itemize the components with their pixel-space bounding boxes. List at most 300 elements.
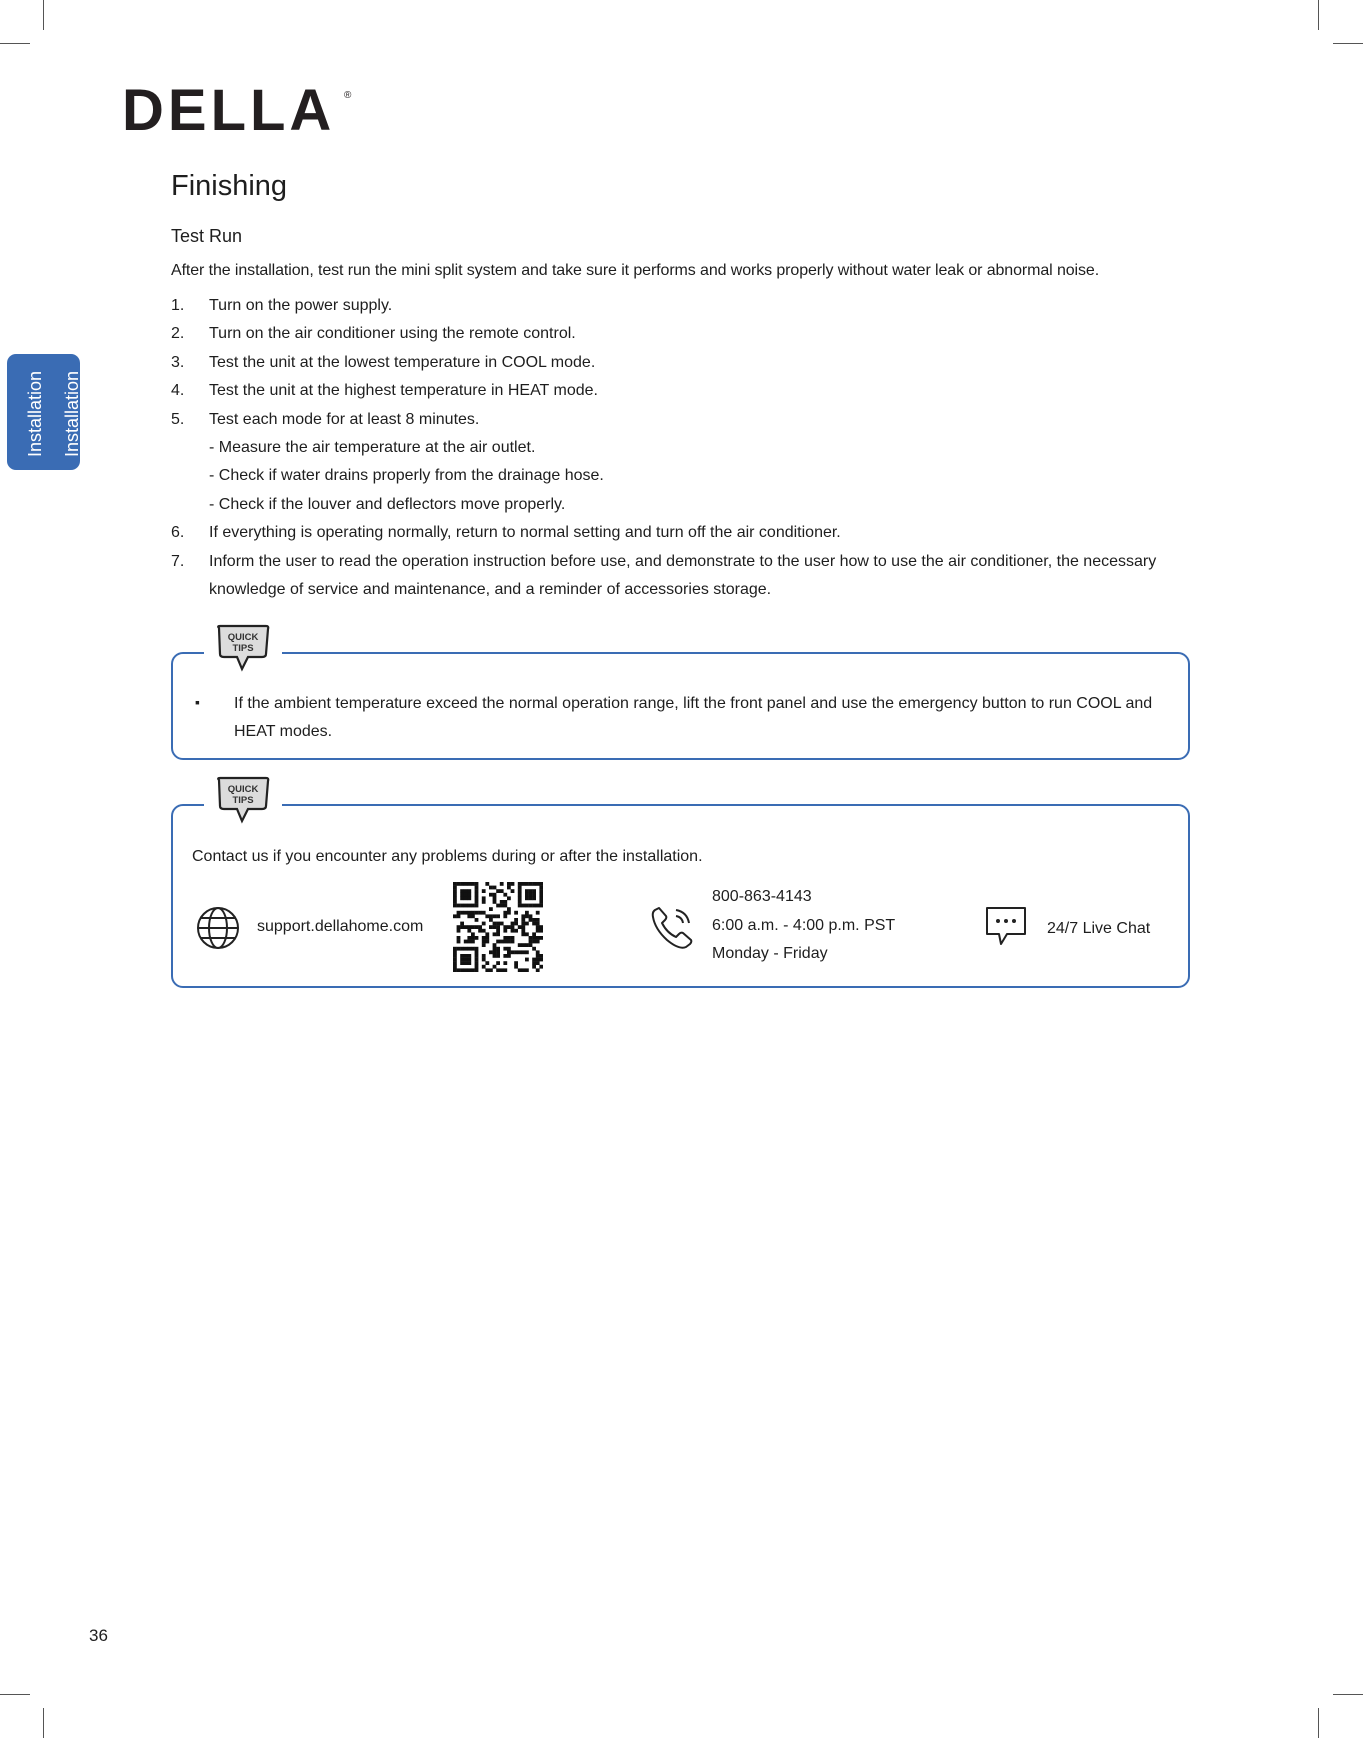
qr-module bbox=[500, 900, 504, 904]
qr-module bbox=[475, 886, 479, 890]
qr-module bbox=[507, 936, 511, 940]
qr-module bbox=[475, 961, 479, 965]
qr-module bbox=[460, 925, 464, 929]
qr-module bbox=[460, 896, 464, 900]
qr-module bbox=[471, 968, 475, 972]
qr-module bbox=[457, 936, 461, 940]
step-number: 1. bbox=[171, 297, 185, 314]
qr-module bbox=[493, 950, 497, 954]
qr-module bbox=[521, 918, 525, 922]
qr-module bbox=[496, 947, 500, 951]
qr-module bbox=[475, 965, 479, 969]
qr-module bbox=[489, 918, 493, 922]
step-text: Turn on the air conditioner using the remote control. bbox=[209, 325, 576, 343]
qr-module bbox=[482, 922, 486, 926]
qr-module bbox=[514, 918, 518, 922]
list-item bbox=[171, 548, 1171, 576]
qr-module bbox=[453, 889, 457, 893]
qr-module bbox=[471, 947, 475, 951]
badge-text: TIPS bbox=[232, 795, 254, 806]
qr-module bbox=[471, 932, 475, 936]
qr-module bbox=[525, 932, 529, 936]
qr-module bbox=[507, 954, 511, 958]
qr-module bbox=[453, 896, 457, 900]
qr-module bbox=[536, 929, 540, 933]
qr-module bbox=[539, 958, 543, 962]
side-tab-label: Installation bbox=[62, 370, 82, 457]
steps-list bbox=[171, 292, 1171, 604]
qr-module bbox=[457, 940, 461, 944]
qr-module bbox=[525, 882, 529, 886]
qr-module bbox=[539, 925, 543, 929]
qr-module bbox=[525, 889, 529, 893]
qr-module bbox=[464, 947, 468, 951]
qr-module bbox=[496, 968, 500, 972]
qr-module bbox=[507, 940, 511, 944]
qr-module bbox=[503, 936, 507, 940]
globe-icon bbox=[196, 906, 240, 955]
list-subitem bbox=[171, 462, 1171, 490]
qr-module bbox=[457, 882, 461, 886]
qr-module bbox=[475, 954, 479, 958]
qr-module bbox=[475, 925, 479, 929]
qr-module bbox=[511, 922, 515, 926]
crop-mark bbox=[1318, 1708, 1319, 1738]
qr-module bbox=[485, 940, 489, 944]
step-number: 2. bbox=[171, 325, 185, 343]
qr-module bbox=[518, 889, 522, 893]
qr-module bbox=[457, 911, 461, 915]
qr-module bbox=[471, 904, 475, 908]
qr-module bbox=[453, 958, 457, 962]
qr-module bbox=[514, 929, 518, 933]
qr-module bbox=[532, 882, 536, 886]
qr-module bbox=[532, 893, 536, 897]
qr-module bbox=[518, 900, 522, 904]
qr-module bbox=[460, 958, 464, 962]
qr-module bbox=[496, 929, 500, 933]
qr-module bbox=[507, 925, 511, 929]
qr-module bbox=[536, 918, 540, 922]
qr-module bbox=[532, 904, 536, 908]
qr-module bbox=[489, 925, 493, 929]
qr-module bbox=[529, 896, 533, 900]
qr-module bbox=[460, 893, 464, 897]
qr-module bbox=[521, 929, 525, 933]
crop-mark bbox=[0, 43, 30, 44]
step-text: If everything is operating normally, return to normal setting and turn off the air conditioner. bbox=[209, 524, 841, 542]
quick-tips-icon bbox=[204, 624, 282, 679]
step-text: Inform the user to read the operation instruction before use, and demonstrate to the user how to use the air conditioner, the necessary bbox=[209, 552, 1157, 570]
qr-module bbox=[453, 904, 457, 908]
qr-module bbox=[518, 896, 522, 900]
qr-module bbox=[493, 965, 497, 969]
qr-module bbox=[475, 968, 479, 972]
qr-module bbox=[493, 900, 497, 904]
qr-module bbox=[532, 958, 536, 962]
qr-module bbox=[482, 965, 486, 969]
qr-module bbox=[475, 950, 479, 954]
qr-module bbox=[464, 896, 468, 900]
qr-module bbox=[482, 936, 486, 940]
list-item bbox=[171, 349, 1171, 377]
qr-module bbox=[503, 904, 507, 908]
qr-module bbox=[525, 958, 529, 962]
qr-module bbox=[532, 965, 536, 969]
qr-module bbox=[496, 961, 500, 965]
qr-module bbox=[521, 914, 525, 918]
qr-module bbox=[493, 943, 497, 947]
qr-module bbox=[493, 925, 497, 929]
qr-module bbox=[521, 943, 525, 947]
qr-code-graphic bbox=[453, 882, 543, 972]
qr-module bbox=[529, 889, 533, 893]
qr-module bbox=[457, 929, 461, 933]
qr-module bbox=[536, 922, 540, 926]
quick-tips-box bbox=[171, 632, 1190, 760]
qr-module bbox=[539, 889, 543, 893]
qr-module bbox=[532, 940, 536, 944]
qr-module bbox=[539, 904, 543, 908]
qr-module bbox=[467, 968, 471, 972]
qr-module bbox=[460, 911, 464, 915]
qr-module bbox=[521, 950, 525, 954]
qr-module bbox=[511, 889, 515, 893]
qr-module bbox=[453, 961, 457, 965]
list-item bbox=[171, 519, 1171, 547]
qr-module bbox=[525, 911, 529, 915]
qr-module bbox=[496, 914, 500, 918]
qr-module bbox=[511, 936, 515, 940]
qr-module bbox=[529, 943, 533, 947]
step-number: 3. bbox=[171, 353, 185, 371]
qr-module bbox=[460, 904, 464, 908]
qr-module bbox=[457, 968, 461, 972]
qr-module bbox=[536, 940, 540, 944]
qr-module bbox=[511, 929, 515, 933]
step-number: 4. bbox=[171, 382, 185, 400]
qr-module bbox=[539, 882, 543, 886]
qr-module bbox=[489, 886, 493, 890]
live-chat-link[interactable]: 24/7 Live Chat bbox=[1047, 920, 1151, 937]
qr-module bbox=[514, 950, 518, 954]
qr-module bbox=[467, 961, 471, 965]
qr-module bbox=[464, 925, 468, 929]
qr-module bbox=[511, 950, 515, 954]
qr-module bbox=[521, 882, 525, 886]
qr-module bbox=[460, 968, 464, 972]
badge-text: TIPS bbox=[232, 643, 254, 654]
qr-module bbox=[500, 882, 504, 886]
qr-module bbox=[507, 907, 511, 911]
qr-module bbox=[493, 893, 497, 897]
crop-mark bbox=[1333, 1694, 1363, 1695]
qr-module bbox=[514, 922, 518, 926]
qr-module bbox=[482, 940, 486, 944]
badge-text: QUICK bbox=[227, 632, 259, 643]
support-days: Monday - Friday bbox=[712, 945, 828, 962]
list-subitem bbox=[171, 434, 1171, 462]
qr-module bbox=[536, 958, 540, 962]
quick-tips-icon bbox=[204, 776, 282, 831]
qr-module bbox=[521, 925, 525, 929]
qr-module bbox=[539, 936, 543, 940]
qr-module bbox=[536, 911, 540, 915]
qr-module bbox=[514, 961, 518, 965]
qr-module bbox=[525, 914, 529, 918]
qr-module bbox=[489, 907, 493, 911]
subitem-text: - Check if water drains properly from the drainage hose. bbox=[209, 467, 604, 485]
qr-module bbox=[539, 929, 543, 933]
qr-module bbox=[453, 886, 457, 890]
qr-module bbox=[453, 947, 457, 951]
qr-module bbox=[521, 922, 525, 926]
qr-module bbox=[467, 958, 471, 962]
qr-module bbox=[457, 914, 461, 918]
qr-module bbox=[482, 900, 486, 904]
qr-module bbox=[482, 889, 486, 893]
qr-module bbox=[457, 925, 461, 929]
qr-module bbox=[464, 889, 468, 893]
qr-module bbox=[464, 968, 468, 972]
qr-module bbox=[507, 882, 511, 886]
qr-module bbox=[485, 936, 489, 940]
qr-module bbox=[503, 914, 507, 918]
qr-module bbox=[464, 893, 468, 897]
qr-module bbox=[475, 896, 479, 900]
qr-module bbox=[489, 968, 493, 972]
qr-module bbox=[503, 968, 507, 972]
crop-mark bbox=[1318, 0, 1319, 30]
qr-module bbox=[489, 950, 493, 954]
qr-module bbox=[532, 936, 536, 940]
qr-module bbox=[475, 911, 479, 915]
qr-module bbox=[464, 940, 468, 944]
logo-wordmark: DELLA bbox=[122, 84, 336, 134]
qr-module bbox=[475, 882, 479, 886]
chat-icon bbox=[983, 904, 1029, 953]
section-side-tab bbox=[7, 354, 80, 470]
qr-module bbox=[460, 882, 464, 886]
qr-module bbox=[503, 929, 507, 933]
qr-module bbox=[482, 954, 486, 958]
qr-module bbox=[536, 950, 540, 954]
qr-module bbox=[539, 965, 543, 969]
qr-module bbox=[529, 914, 533, 918]
qr-module bbox=[496, 932, 500, 936]
crop-mark bbox=[43, 0, 44, 30]
qr-module bbox=[453, 882, 457, 886]
qr-module bbox=[482, 911, 486, 915]
qr-module bbox=[529, 940, 533, 944]
qr-module bbox=[539, 900, 543, 904]
qr-module bbox=[503, 940, 507, 944]
qr-module bbox=[467, 929, 471, 933]
list-item bbox=[171, 406, 1171, 434]
page-title: Finishing bbox=[171, 170, 288, 202]
step-text: Turn on the power supply. bbox=[209, 297, 393, 314]
qr-module bbox=[482, 896, 486, 900]
qr-module bbox=[521, 932, 525, 936]
qr-module bbox=[460, 947, 464, 951]
crop-mark bbox=[1333, 43, 1363, 44]
qr-module bbox=[453, 965, 457, 969]
qr-module bbox=[453, 968, 457, 972]
step-text: Test the unit at the lowest temperature in COOL mode. bbox=[209, 353, 596, 371]
qr-module bbox=[467, 904, 471, 908]
qr-module bbox=[475, 958, 479, 962]
bullet-icon: ▪ bbox=[195, 694, 200, 710]
qr-module bbox=[503, 947, 507, 951]
qr-module bbox=[539, 893, 543, 897]
website-link[interactable]: support.dellahome.com bbox=[257, 918, 424, 935]
qr-module bbox=[453, 900, 457, 904]
step-number: 5. bbox=[171, 410, 185, 428]
subitem-text: - Check if the louver and deflectors move properly. bbox=[209, 495, 566, 513]
qr-module bbox=[503, 954, 507, 958]
qr-module bbox=[500, 889, 504, 893]
step-text: Test the unit at the highest temperature in HEAT mode. bbox=[209, 382, 598, 400]
qr-module bbox=[536, 882, 540, 886]
qr-module bbox=[467, 896, 471, 900]
qr-module bbox=[500, 922, 504, 926]
page-number: 36 bbox=[89, 1626, 108, 1645]
qr-module bbox=[464, 954, 468, 958]
qr-module bbox=[500, 968, 504, 972]
qr-module bbox=[467, 893, 471, 897]
list-subitem bbox=[171, 491, 1171, 519]
qr-module bbox=[457, 904, 461, 908]
qr-module bbox=[493, 922, 497, 926]
qr-module bbox=[478, 911, 482, 915]
qr-module bbox=[507, 947, 511, 951]
qr-module bbox=[532, 922, 536, 926]
qr-module bbox=[493, 947, 497, 951]
qr-module bbox=[532, 947, 536, 951]
qr-module bbox=[460, 922, 464, 926]
phone-number[interactable]: 800-863-4143 bbox=[712, 888, 812, 905]
qr-module bbox=[518, 882, 522, 886]
qr-module bbox=[514, 965, 518, 969]
qr-module bbox=[518, 886, 522, 890]
qr-module bbox=[489, 893, 493, 897]
qr-module bbox=[511, 882, 515, 886]
qr-module bbox=[525, 904, 529, 908]
qr-module bbox=[482, 943, 486, 947]
list-item-continuation bbox=[171, 576, 1171, 604]
subitem-text: - Measure the air temperature at the air outlet. bbox=[209, 438, 536, 456]
qr-module bbox=[467, 914, 471, 918]
step-text: Test each mode for at least 8 minutes. bbox=[209, 410, 480, 428]
qr-module bbox=[467, 954, 471, 958]
qr-module bbox=[503, 911, 507, 915]
qr-module bbox=[475, 918, 479, 922]
qr-module bbox=[471, 940, 475, 944]
qr-module bbox=[464, 882, 468, 886]
qr-module bbox=[471, 936, 475, 940]
qr-module bbox=[464, 961, 468, 965]
qr-module bbox=[525, 950, 529, 954]
qr-module bbox=[493, 954, 497, 958]
qr-module bbox=[485, 932, 489, 936]
qr-module bbox=[529, 904, 533, 908]
qr-module bbox=[471, 914, 475, 918]
qr-module bbox=[482, 929, 486, 933]
qr-module bbox=[529, 882, 533, 886]
qr-module bbox=[475, 947, 479, 951]
qr-module bbox=[482, 958, 486, 962]
qr-module bbox=[496, 950, 500, 954]
qr-module bbox=[467, 947, 471, 951]
qr-module bbox=[496, 925, 500, 929]
qr-code-icon bbox=[453, 882, 543, 977]
qr-module bbox=[503, 893, 507, 897]
qr-module bbox=[525, 922, 529, 926]
qr-module bbox=[475, 900, 479, 904]
qr-module bbox=[453, 914, 457, 918]
qr-module bbox=[536, 925, 540, 929]
della-logo bbox=[122, 84, 352, 139]
qr-module bbox=[507, 950, 511, 954]
qr-module bbox=[493, 886, 497, 890]
qr-module bbox=[536, 904, 540, 908]
qr-module bbox=[532, 889, 536, 893]
qr-module bbox=[453, 950, 457, 954]
qr-module bbox=[507, 886, 511, 890]
qr-module bbox=[467, 925, 471, 929]
registered-mark: ® bbox=[344, 90, 352, 101]
qr-module bbox=[521, 904, 525, 908]
qr-module bbox=[496, 922, 500, 926]
qr-module bbox=[467, 889, 471, 893]
qr-module bbox=[460, 961, 464, 965]
qr-module bbox=[518, 968, 522, 972]
qr-module bbox=[464, 911, 468, 915]
qr-module bbox=[467, 911, 471, 915]
qr-module bbox=[478, 929, 482, 933]
contact-box bbox=[171, 784, 1190, 988]
qr-module bbox=[539, 896, 543, 900]
qr-module bbox=[475, 904, 479, 908]
phone-info bbox=[712, 883, 895, 969]
qr-module bbox=[518, 943, 522, 947]
qr-module bbox=[496, 889, 500, 893]
qr-module bbox=[467, 936, 471, 940]
qr-module bbox=[514, 911, 518, 915]
qr-module bbox=[467, 940, 471, 944]
qr-module bbox=[518, 925, 522, 929]
qr-module bbox=[536, 954, 540, 958]
qr-module bbox=[503, 925, 507, 929]
qr-module bbox=[471, 925, 475, 929]
qr-module bbox=[532, 896, 536, 900]
qr-module bbox=[529, 918, 533, 922]
qr-module bbox=[485, 968, 489, 972]
support-hours: 6:00 a.m. - 4:00 p.m. PST bbox=[712, 916, 896, 934]
qr-module bbox=[525, 896, 529, 900]
qr-module bbox=[460, 889, 464, 893]
qr-module bbox=[493, 896, 497, 900]
tip-text: If the ambient temperature exceed the normal operation range, lift the front panel and use the emergency button to run COOL and HEAT modes. bbox=[234, 695, 1153, 740]
qr-module bbox=[471, 911, 475, 915]
qr-module bbox=[464, 904, 468, 908]
qr-module bbox=[489, 914, 493, 918]
qr-module bbox=[457, 947, 461, 951]
qr-module bbox=[525, 968, 529, 972]
qr-module bbox=[518, 950, 522, 954]
qr-module bbox=[525, 943, 529, 947]
qr-module bbox=[496, 940, 500, 944]
